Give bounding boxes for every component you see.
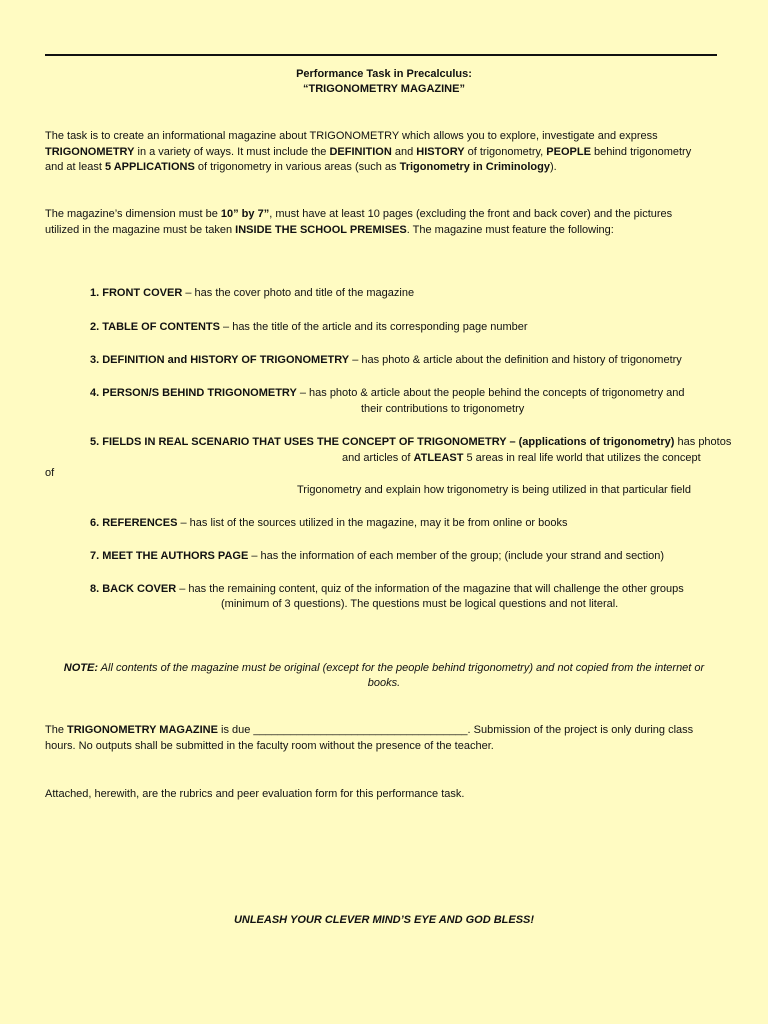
list-item-persons: 4. PERSON/S BEHIND TRIGONOMETRY – has photo & article about the people behind the concepts of trigonometry and bbox=[90, 387, 685, 399]
list-item-fields-of: of bbox=[45, 467, 55, 479]
dimension-line-1: The magazine’s dimension must be 10” by 7”, must have at least 10 pages (excluding the front and back cover) and the pictures bbox=[45, 208, 673, 220]
due-line-2: hours. No outputs shall be submitted in the faculty room without the presence of the teacher. bbox=[45, 740, 494, 752]
list-item-persons-line-2: their contributions to trigonometry bbox=[361, 403, 525, 415]
intro-line-1: The task is to create an informational magazine about TRIGONOMETRY which allows you to explore, investigate and express bbox=[45, 130, 658, 142]
list-item-table-of-contents: 2. TABLE OF CONTENTS – has the title of the article and its corresponding page number bbox=[90, 321, 528, 333]
list-item-fields-line-3: Trigonometry and explain how trigonometry is being utilized in that particular field bbox=[297, 484, 691, 496]
intro-line-3: and at least 5 APPLICATIONS of trigonometry in various areas (such as Trigonometry in Criminology). bbox=[45, 161, 557, 173]
title-line-2: “TRIGONOMETRY MAGAZINE” bbox=[303, 83, 465, 95]
note-line-1: NOTE: All contents of the magazine must be original (except for the people behind trigonometry) and not copied from the internet or bbox=[63, 662, 705, 674]
closing-line: UNLEASH YOUR CLEVER MIND’S EYE AND GOD BLESS! bbox=[233, 914, 535, 926]
dimension-line-2: utilized in the magazine must be taken INSIDE THE SCHOOL PREMISES. The magazine must feature the following: bbox=[45, 224, 614, 236]
title-line-1: Performance Task in Precalculus: bbox=[296, 68, 472, 80]
list-item-references: 6. REFERENCES – has list of the sources utilized in the magazine, may it be from online or books bbox=[90, 517, 568, 529]
list-item-front-cover: 1. FRONT COVER – has the cover photo and title of the magazine bbox=[90, 287, 415, 299]
list-item-meet-authors: 7. MEET THE AUTHORS PAGE – has the information of each member of the group; (include your strand and section) bbox=[90, 550, 665, 562]
top-rule bbox=[45, 54, 717, 56]
attached-line: Attached, herewith, are the rubrics and peer evaluation form for this performance task. bbox=[45, 788, 465, 800]
list-item-back-cover: 8. BACK COVER – has the remaining content, quiz of the information of the magazine that will challenge the other groups bbox=[90, 583, 684, 595]
due-line-1: The TRIGONOMETRY MAGAZINE is due ___________________________________. Submission of the project is only during class bbox=[45, 724, 694, 736]
list-item-fields: 5. FIELDS IN REAL SCENARIO THAT USES THE CONCEPT OF TRIGONOMETRY – (applications of trigonometry) has photos bbox=[90, 436, 732, 448]
note-line-2: books. bbox=[367, 677, 401, 689]
list-item-definition-history: 3. DEFINITION and HISTORY OF TRIGONOMETRY – has photo & article about the definition and history of trigonometry bbox=[90, 354, 682, 366]
intro-line-2: TRIGONOMETRY in a variety of ways. It must include the DEFINITION and HISTORY of trigonometry, PEOPLE behind trigonometry bbox=[45, 146, 692, 158]
list-item-fields-line-2: and articles of ATLEAST 5 areas in real life world that utilizes the concept bbox=[342, 452, 701, 464]
list-item-back-cover-line-2: (minimum of 3 questions). The questions must be logical questions and not literal. bbox=[221, 598, 619, 610]
